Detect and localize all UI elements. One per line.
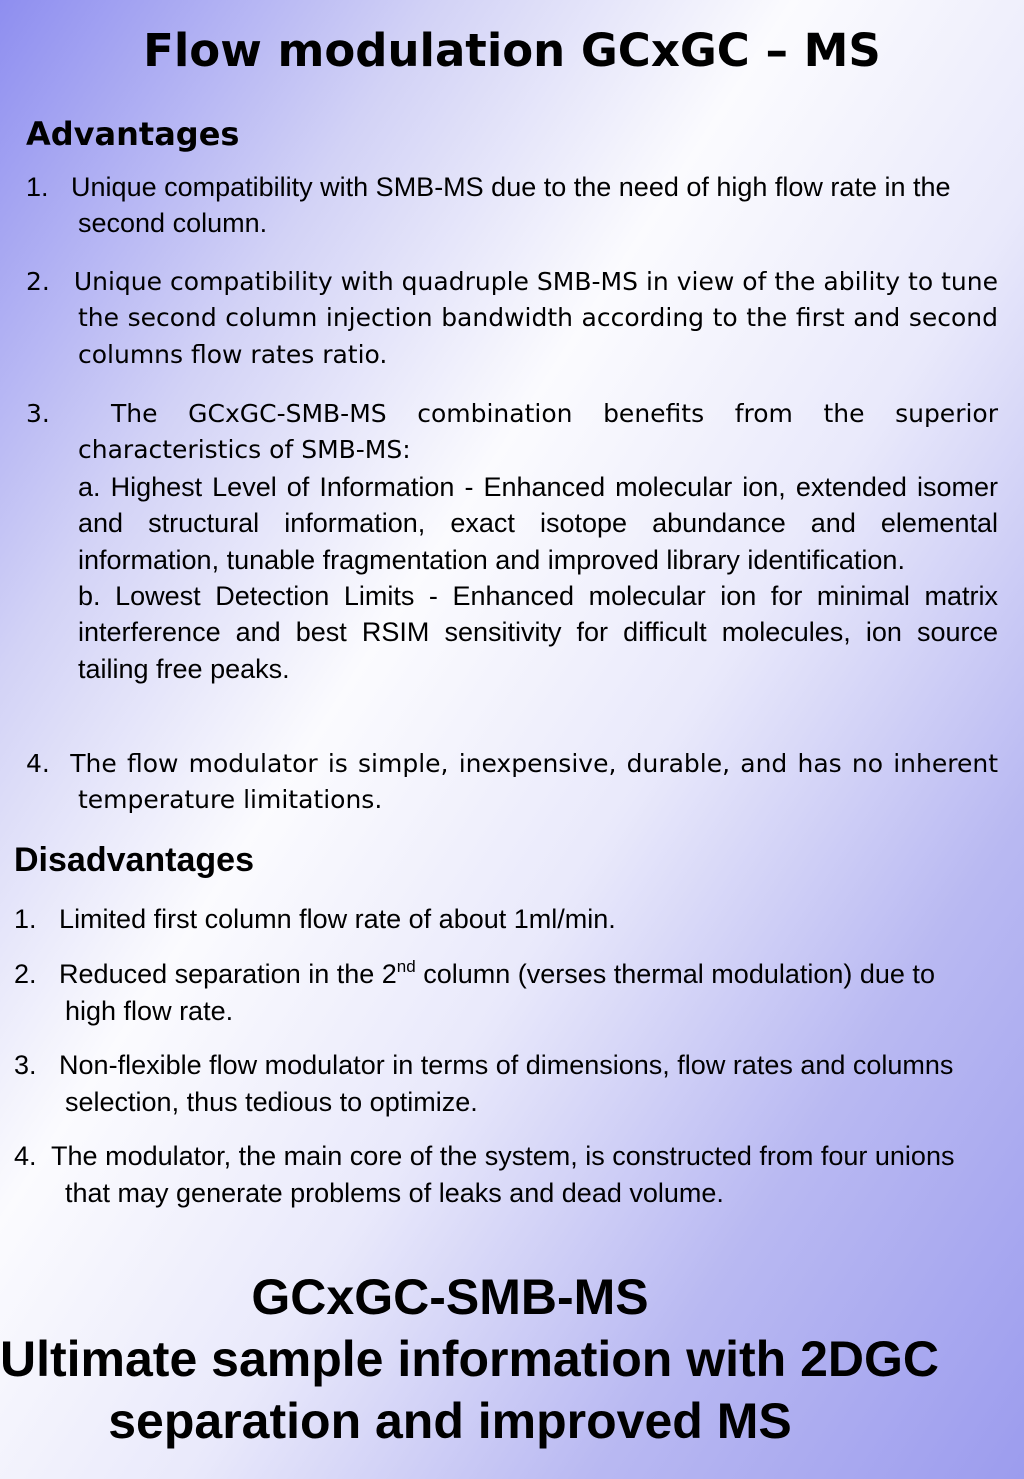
advantage-text: The GCxGC-SMB-MS combination benefits from the superior characteristics of SMB-MS: (78, 399, 998, 465)
advantage-item-4 (26, 746, 998, 819)
disadvantage-text: The modulator, the main core of the system, is constructed from four unions that may generate problems of leaks and dead volume. (51, 1141, 955, 1208)
disadvantage-number: 3. (14, 1050, 37, 1080)
advantage-item-3 (26, 396, 998, 687)
disadvantage-text: Limited first column flow rate of about 1ml/min. (59, 904, 616, 934)
advantage-number: 2. (26, 267, 50, 296)
disadvantages-heading: Disadvantages (14, 841, 254, 879)
advantage-item-1 (26, 169, 998, 242)
advantage-text: The flow modulator is simple, inexpensive, durable, and has no inherent temperature limitations. (70, 749, 998, 815)
advantage-subitem-a: a. Highest Level of Information - Enhanced molecular ion, extended isomer and structural information, exact isotope abundance and elemental information, tunable fragmentation and improved library identification. (78, 471, 998, 575)
disadvantage-item-2 (14, 956, 964, 1029)
advantage-number: 4. (26, 749, 50, 778)
conclusion-line-3: separation and improved MS (108, 1393, 792, 1449)
page-title: Flow modulation GCxGC – MS (143, 24, 881, 77)
advantage-number: 3. (26, 399, 50, 428)
disadvantage-number: 1. (14, 904, 37, 934)
advantage-text: Unique compatibility with SMB-MS due to the need of high flow rate in the second column. (71, 172, 951, 239)
disadvantage-text: Reduced separation in the 2nd column (verses thermal modulation) due to high flow rate. (59, 957, 935, 1026)
advantage-item-2 (26, 264, 998, 373)
disadvantage-number: 2. (14, 959, 37, 989)
disadvantage-text: Non-flexible flow modulator in terms of dimensions, flow rates and columns selection, thus tedious to optimize. (59, 1050, 954, 1117)
disadvantage-item-3 (14, 1047, 959, 1120)
conclusion-line-2: Ultimate sample information with 2DGC (0, 1331, 940, 1387)
ordinal-superscript: nd (396, 957, 416, 976)
conclusion-banner (0, 1266, 940, 1452)
advantage-text: Unique compatibility with quadruple SMB-MS in view of the ability to tune the second column injection bandwidth according to the first and second columns flow rates ratio. (73, 267, 998, 369)
advantage-subitem-b: b. Lowest Detection Limits - Enhanced molecular ion for minimal matrix interference and best RSIM sensitivity for difficult molecules, ion source tailing free peaks. (78, 581, 998, 684)
disadvantage-item-1 (14, 901, 1004, 938)
conclusion-line-1: GCxGC-SMB-MS (251, 1269, 649, 1325)
disadvantage-item-4 (14, 1138, 979, 1211)
advantage-number: 1. (26, 172, 49, 202)
advantages-heading: Advantages (26, 115, 240, 153)
disadvantage-number: 4. (14, 1141, 37, 1171)
